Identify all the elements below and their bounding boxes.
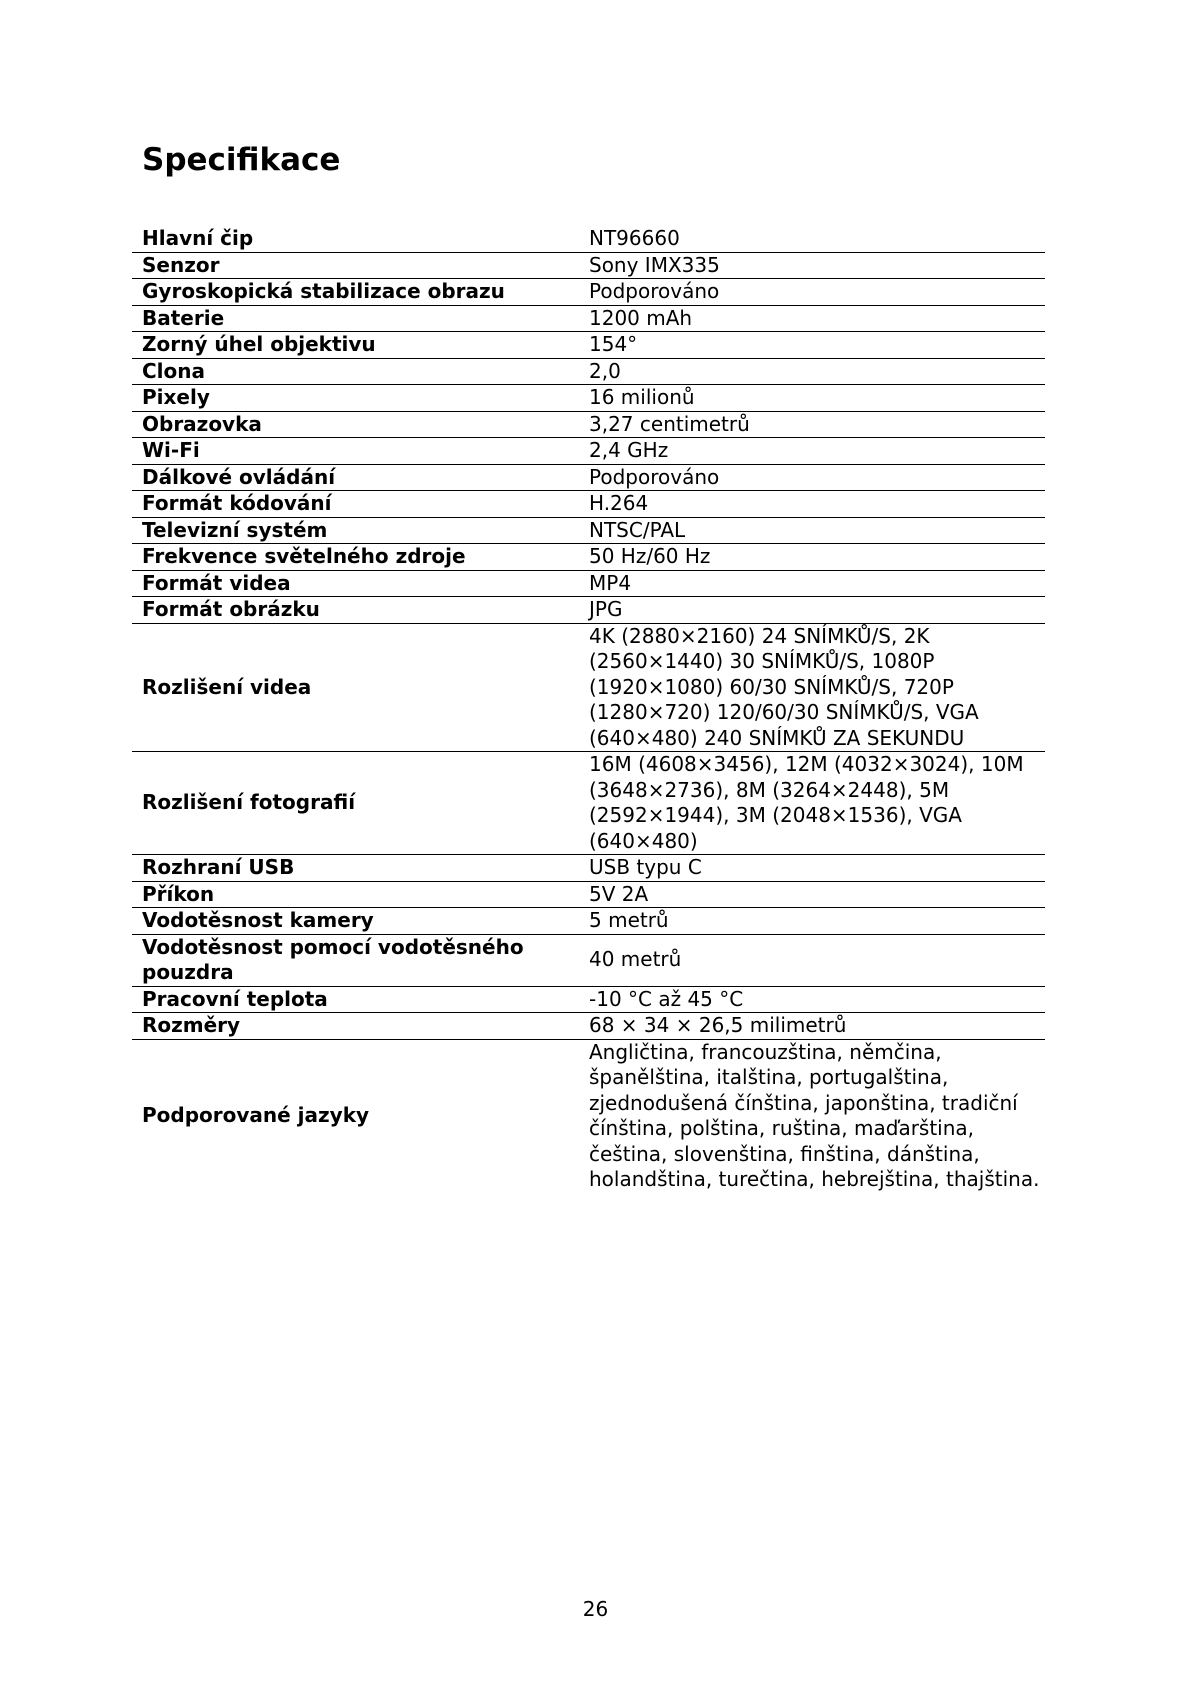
spec-row [132, 855, 1045, 882]
spec-label: Dálkové ovládání [132, 464, 579, 491]
spec-row [132, 986, 1045, 1013]
spec-label: Vodotěsnost kamery [132, 908, 579, 935]
spec-value: JPG [579, 597, 1045, 624]
spec-label: Pracovní teplota [132, 986, 579, 1013]
spec-row [132, 544, 1045, 571]
spec-row [132, 623, 1045, 752]
spec-value: 16M (4608×3456), 12M (4032×3024), 10M (3648×2736), 8M (3264×2448), 5M (2592×1944), 3M (2048×1536), VGA (640×480) [579, 752, 1045, 855]
spec-label: Pixely [132, 385, 579, 412]
spec-row [132, 752, 1045, 855]
spec-value: 40 metrů [579, 934, 1045, 986]
spec-row [132, 1039, 1045, 1193]
spec-row [132, 464, 1045, 491]
spec-value: -10 °C až 45 °C [579, 986, 1045, 1013]
specifications-table [132, 226, 1045, 1193]
spec-label: Formát videa [132, 570, 579, 597]
spec-row [132, 279, 1045, 306]
spec-row [132, 570, 1045, 597]
spec-row [132, 385, 1045, 412]
spec-value: 3,27 centimetrů [579, 411, 1045, 438]
spec-row [132, 305, 1045, 332]
spec-label: Televizní systém [132, 517, 579, 544]
spec-row [132, 1013, 1045, 1040]
spec-row [132, 226, 1045, 252]
page-number: 26 [582, 1597, 609, 1621]
spec-label: Rozměry [132, 1013, 579, 1040]
spec-label: Frekvence světelného zdroje [132, 544, 579, 571]
spec-label: Formát kódování [132, 491, 579, 518]
spec-value: 2,0 [579, 358, 1045, 385]
spec-value: 154° [579, 332, 1045, 359]
spec-value: Podporováno [579, 279, 1045, 306]
spec-row [132, 881, 1045, 908]
spec-value: MP4 [579, 570, 1045, 597]
spec-value: 68 × 34 × 26,5 milimetrů [579, 1013, 1045, 1040]
spec-row [132, 491, 1045, 518]
spec-row [132, 358, 1045, 385]
spec-value: USB typu C [579, 855, 1045, 882]
spec-label: Zorný úhel objektivu [132, 332, 579, 359]
spec-label: Clona [132, 358, 579, 385]
spec-label: Obrazovka [132, 411, 579, 438]
spec-row [132, 332, 1045, 359]
spec-row [132, 411, 1045, 438]
spec-value: 4K (2880×2160) 24 SNÍMKŮ/S, 2K (2560×1440) 30 SNÍMKŮ/S, 1080P (1920×1080) 60/30 SNÍMKŮ/S, 720P (1280×720) 120/60/30 SNÍMKŮ/S, VGA (640×480) 240 SNÍMKŮ ZA SEKUNDU [579, 623, 1045, 752]
spec-value: 2,4 GHz [579, 438, 1045, 465]
spec-row [132, 438, 1045, 465]
spec-value: NTSC/PAL [579, 517, 1045, 544]
spec-value: 5V 2A [579, 881, 1045, 908]
page-title: Specifikace [142, 142, 341, 178]
spec-label: Rozlišení videa [132, 623, 579, 752]
spec-value: 50 Hz/60 Hz [579, 544, 1045, 571]
spec-label: Rozlišení fotografií [132, 752, 579, 855]
spec-value: H.264 [579, 491, 1045, 518]
spec-label: Příkon [132, 881, 579, 908]
spec-value: 16 milionů [579, 385, 1045, 412]
spec-row [132, 597, 1045, 624]
spec-row [132, 252, 1045, 279]
spec-label: Hlavní čip [132, 226, 579, 252]
spec-value: Podporováno [579, 464, 1045, 491]
spec-label: Vodotěsnost pomocí vodotěsného pouzdra [132, 934, 579, 986]
spec-label: Baterie [132, 305, 579, 332]
spec-value: Angličtina, francouzština, němčina, španělština, italština, portugalština, zjednodušená čínština, japonština, tradiční čínština, polština, ruština, maďarština, čeština, slovenština, finština, dánština, holandština, turečtina, hebrejština, thajština. [589, 1039, 1040, 1191]
spec-value: Sony IMX335 [579, 252, 1045, 279]
spec-value: 1200 mAh [579, 305, 1045, 332]
spec-label: Gyroskopická stabilizace obrazu [132, 279, 579, 306]
spec-value: NT96660 [579, 226, 1045, 252]
spec-row [132, 517, 1045, 544]
spec-label: Senzor [132, 252, 579, 279]
spec-label: Wi-Fi [132, 438, 579, 465]
spec-value: 5 metrů [579, 908, 1045, 935]
spec-label: Rozhraní USB [132, 855, 579, 882]
spec-label: Podporované jazyky [142, 1103, 370, 1128]
spec-row [132, 908, 1045, 935]
spec-label: Formát obrázku [132, 597, 579, 624]
spec-row [132, 934, 1045, 986]
specifications-table-body [132, 226, 1045, 1193]
